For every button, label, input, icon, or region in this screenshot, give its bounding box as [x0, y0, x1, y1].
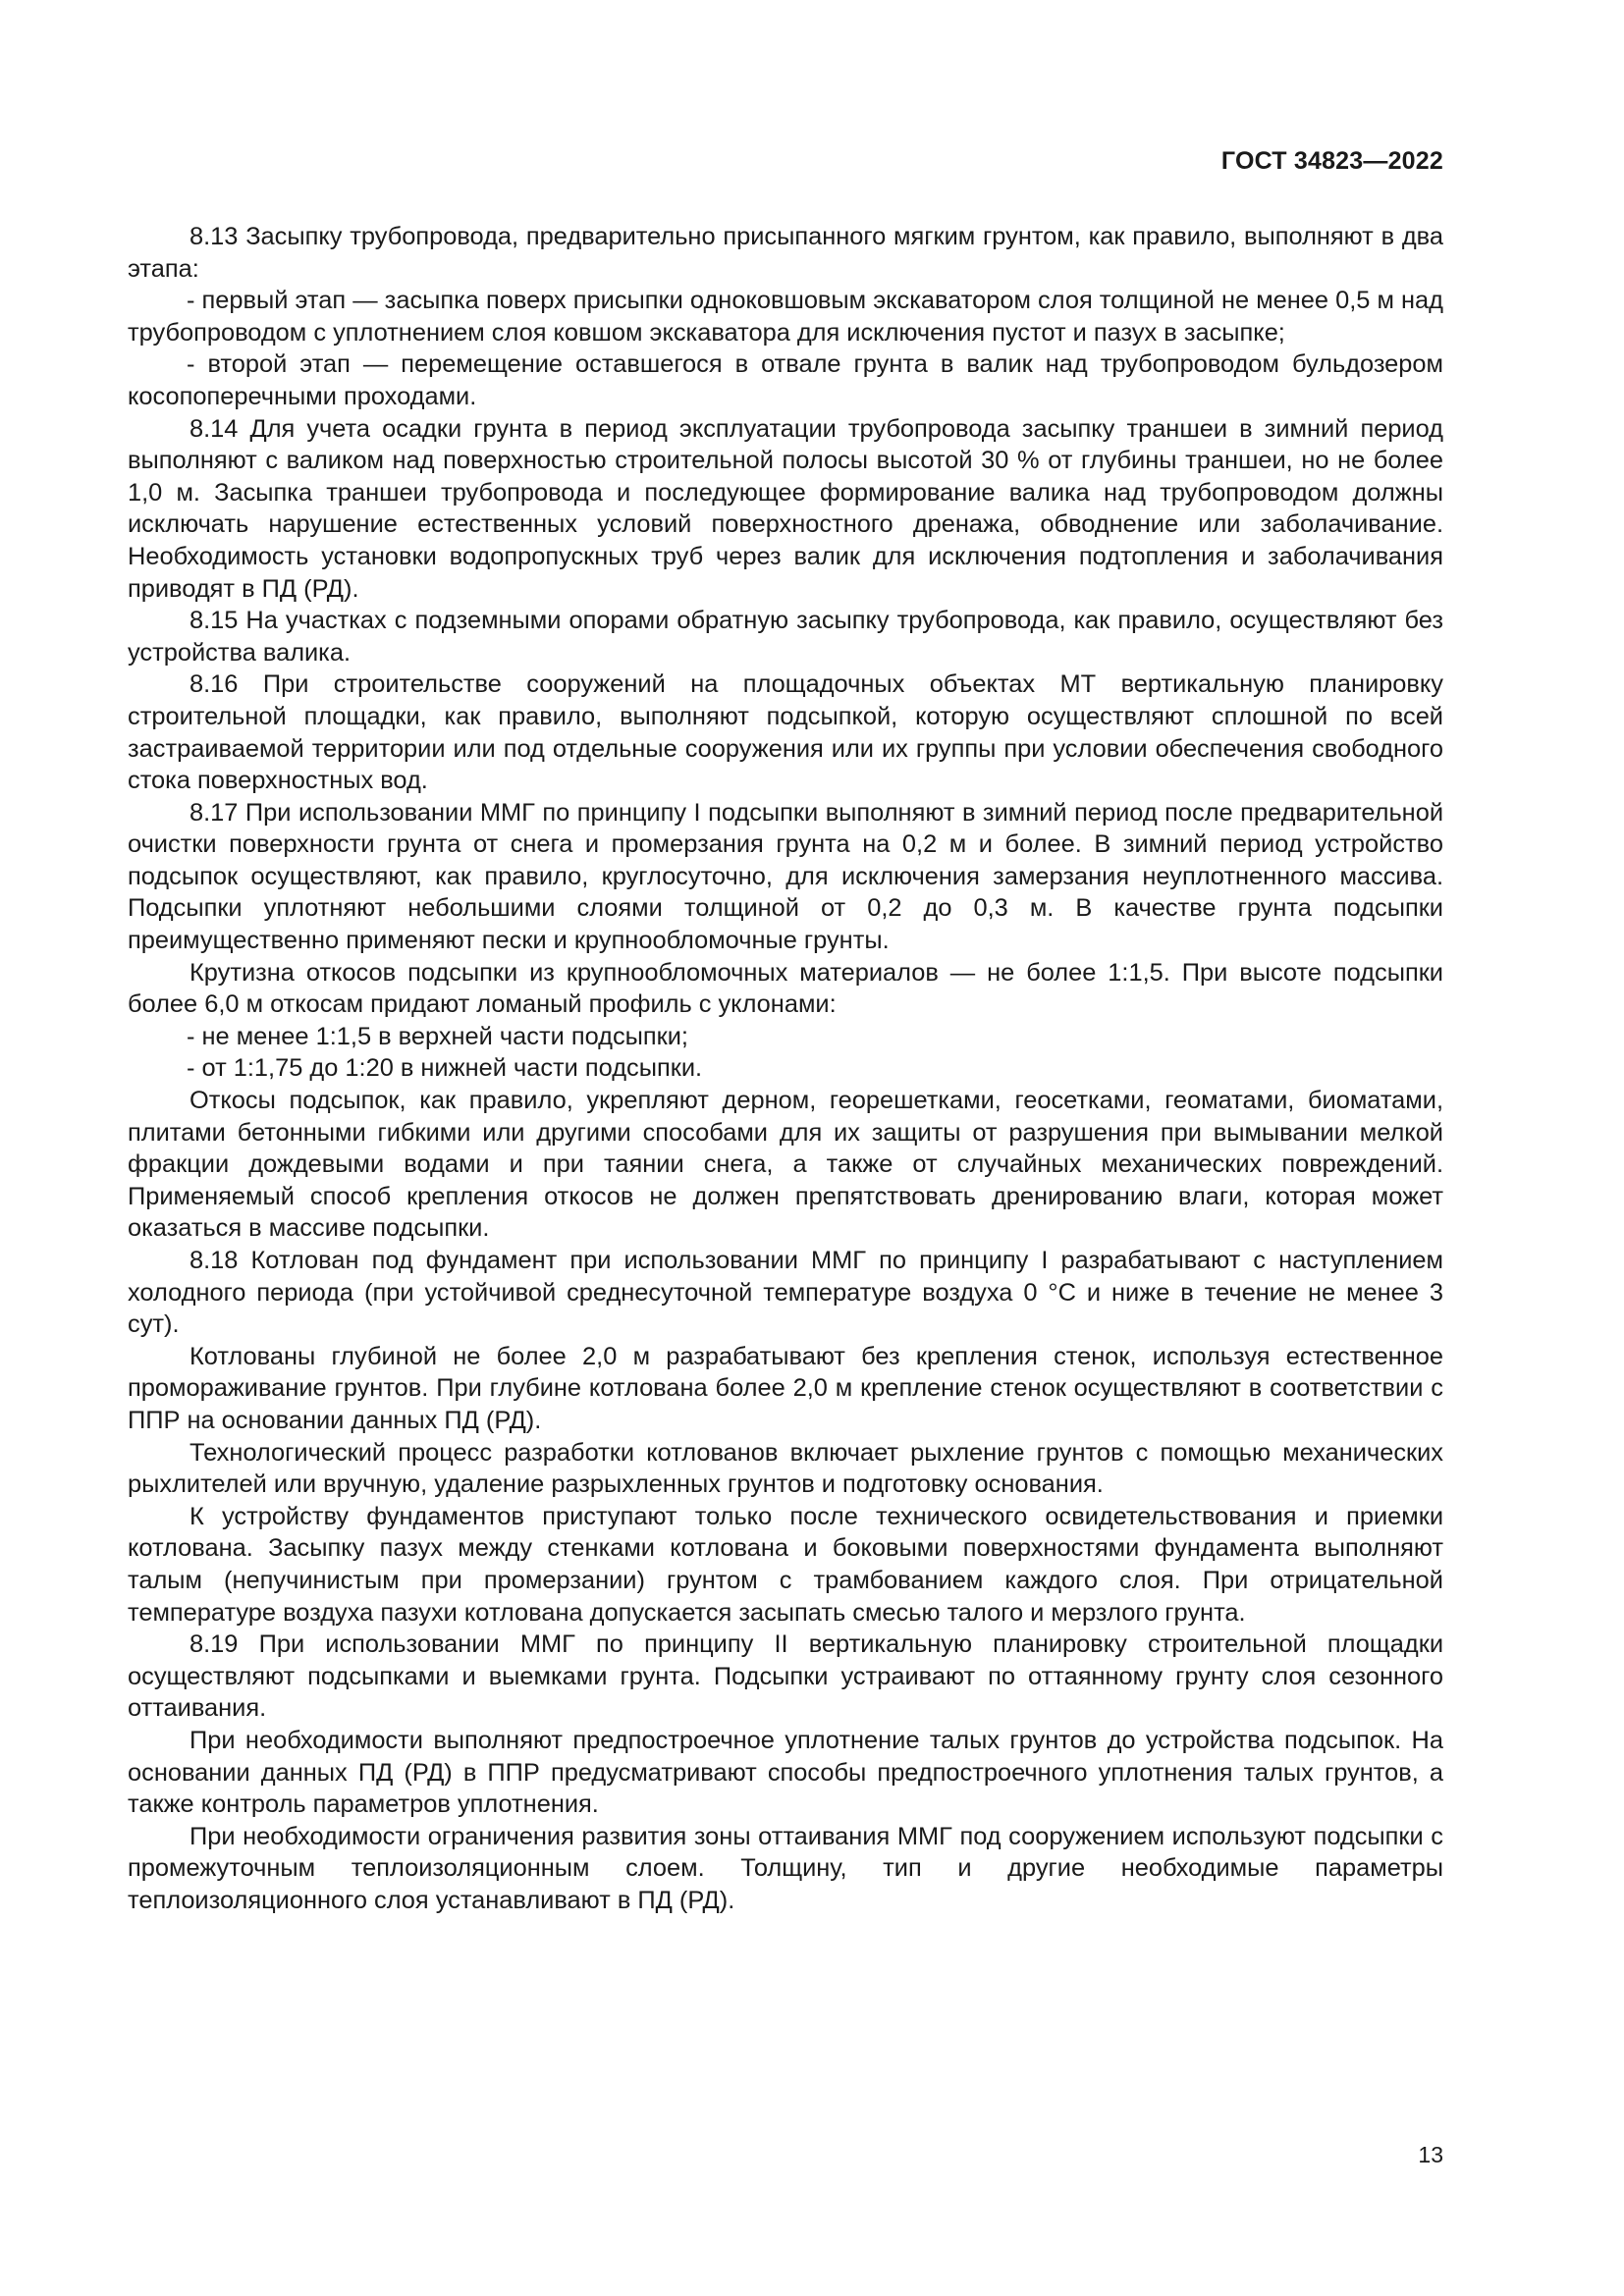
- paragraph-8-13: 8.13 Засыпку трубопровода, предварительно присыпанного мягким грунтом, как правило, выполняют в два этапа:: [128, 223, 1443, 283]
- paragraph-slope-reinforcement: Откосы подсыпок, как правило, укрепляют дерном, георешетками, геосетками, геоматами, биоматами, плитами бетонными гибкими или другими способами для их защиты от разрушения при вымывании мелкой фракции дождевыми водами и при таянии снега, а также от случайных механических повреждений. Применяемый способ крепления откосов не должен препятствовать дренированию влаги, которая может оказаться в массиве подсыпки.: [128, 1087, 1443, 1243]
- paragraph-8-15: 8.15 На участках с подземными опорами обратную засыпку трубопровода, как правило, осуществляют без устройства валика.: [128, 607, 1443, 667]
- list-item-stage-1: - первый этап — засыпка поверх присыпки одноковшовым экскаватором слоя толщиной не менее 0,5 м над трубопроводом с уплотнением слоя ковшом экскаватора для исключения пустот и пазух в засыпке;: [128, 287, 1443, 347]
- list-item-lower-slope: - от 1:1,75 до 1:20 в нижней части подсыпки.: [187, 1054, 703, 1083]
- page-number: 13: [1418, 2142, 1443, 2167]
- paragraph-pit-process: Технологический процесс разработки котлованов включает рыхление грунтов с помощью механических рыхлителей или вручную, удаление разрыхленных грунтов и подготовку основания.: [128, 1438, 1443, 1499]
- paragraph-slope-steepness: Крутизна откосов подсыпки из крупнообломочных материалов — не более 1:1,5. При высоте подсыпки более 6,0 м откосам придают ломаный профиль с уклонами:: [128, 958, 1443, 1019]
- document-body: [128, 221, 1443, 1916]
- paragraph-thermal-insulation: При необходимости ограничения развития зоны оттаивания ММГ под сооружением используют подсыпки с промежуточным теплоизоляционным слоем. Толщину, тип и другие необходимые параметры теплоизоляционного слоя устанавливают в ПД (РД).: [128, 1822, 1443, 1914]
- list-item-upper-slope: - не менее 1:1,5 в верхней части подсыпки;: [187, 1022, 688, 1050]
- paragraph-8-17: 8.17 При использовании ММГ по принципу I подсыпки выполняют в зимний период после предварительной очистки поверхности грунта от снега и промерзания грунта на 0,2 м и более. В зимний период устройство подсыпок осуществляют, как правило, круглосуточно, для исключения замерзания неуплотненного массива. Подсыпки уплотняют небольшими слоями толщиной от 0,2 до 0,3 м. В качестве грунта подсыпки преимущественно применяют пески и крупнообломочные грунты.: [128, 798, 1443, 955]
- paragraph-pre-compaction: При необходимости выполняют предпостроечное уплотнение талых грунтов до устройства подсыпок. На основании данных ПД (РД) в ППР предусматривают способы предпостроечного уплотнения талых грунтов, а также контроль параметров уплотнения.: [128, 1726, 1443, 1819]
- paragraph-pit-depth: Котлованы глубиной не более 2,0 м разрабатывают без крепления стенок, используя естественное промораживание грунтов. При глубине котлована более 2,0 м крепление стенок осуществляют в соответствии с ППР на основании данных ПД (РД).: [128, 1342, 1443, 1434]
- document-standard-header: ГОСТ 34823—2022: [1220, 147, 1443, 175]
- paragraph-8-18: 8.18 Котлован под фундамент при использовании ММГ по принципу I разрабатывают с наступлением холодного периода (при устойчивой среднесуточной температуре воздуха 0 °С и ниже в течение не менее 3 сут).: [128, 1247, 1443, 1339]
- paragraph-8-19: 8.19 При использовании ММГ по принципу II вертикальную планировку строительной площадки осуществляют подсыпками и выемками грунта. Подсыпки устраивают по оттаянному грунту слоя сезонного оттаивания.: [128, 1630, 1443, 1723]
- paragraph-foundation-backfill: К устройству фундаментов приступают только после технического освидетельствования и приемки котлована. Засыпку пазух между стенками котлована и боковыми поверхностями фундамента выполняют талым (непучинистым при промерзании) грунтом с трамбованием каждого слоя. При отрицательной температуре воздуха пазухи котлована допускается засыпать смесью талого и мерзлого грунта.: [128, 1502, 1443, 1627]
- paragraph-8-14: 8.14 Для учета осадки грунта в период эксплуатации трубопровода засыпку траншеи в зимний период выполняют с валиком над поверхностью строительной полосы высотой 30 % от глубины траншеи, но не более 1,0 м. Засыпка траншеи трубопровода и последующее формирование валика над трубопроводом должны исключать нарушение естественных условий поверхностного дренажа, обводнение или заболачивание. Необходимость установки водопропускных труб через валик для исключения подтопления и заболачивания приводят в ПД (РД).: [128, 414, 1443, 603]
- paragraph-8-16: 8.16 При строительстве сооружений на площадочных объектах МТ вертикальную планировку строительной площадки, как правило, выполняют подсыпкой, которую осуществляют сплошной по всей застраиваемой территории или под отдельные сооружения или их группы при условии обеспечения свободного стока поверхностных вод.: [128, 670, 1443, 795]
- list-item-stage-2: - второй этап — перемещение оставшегося в отвале грунта в валик над трубопроводом бульдозером косопоперечными проходами.: [128, 350, 1443, 410]
